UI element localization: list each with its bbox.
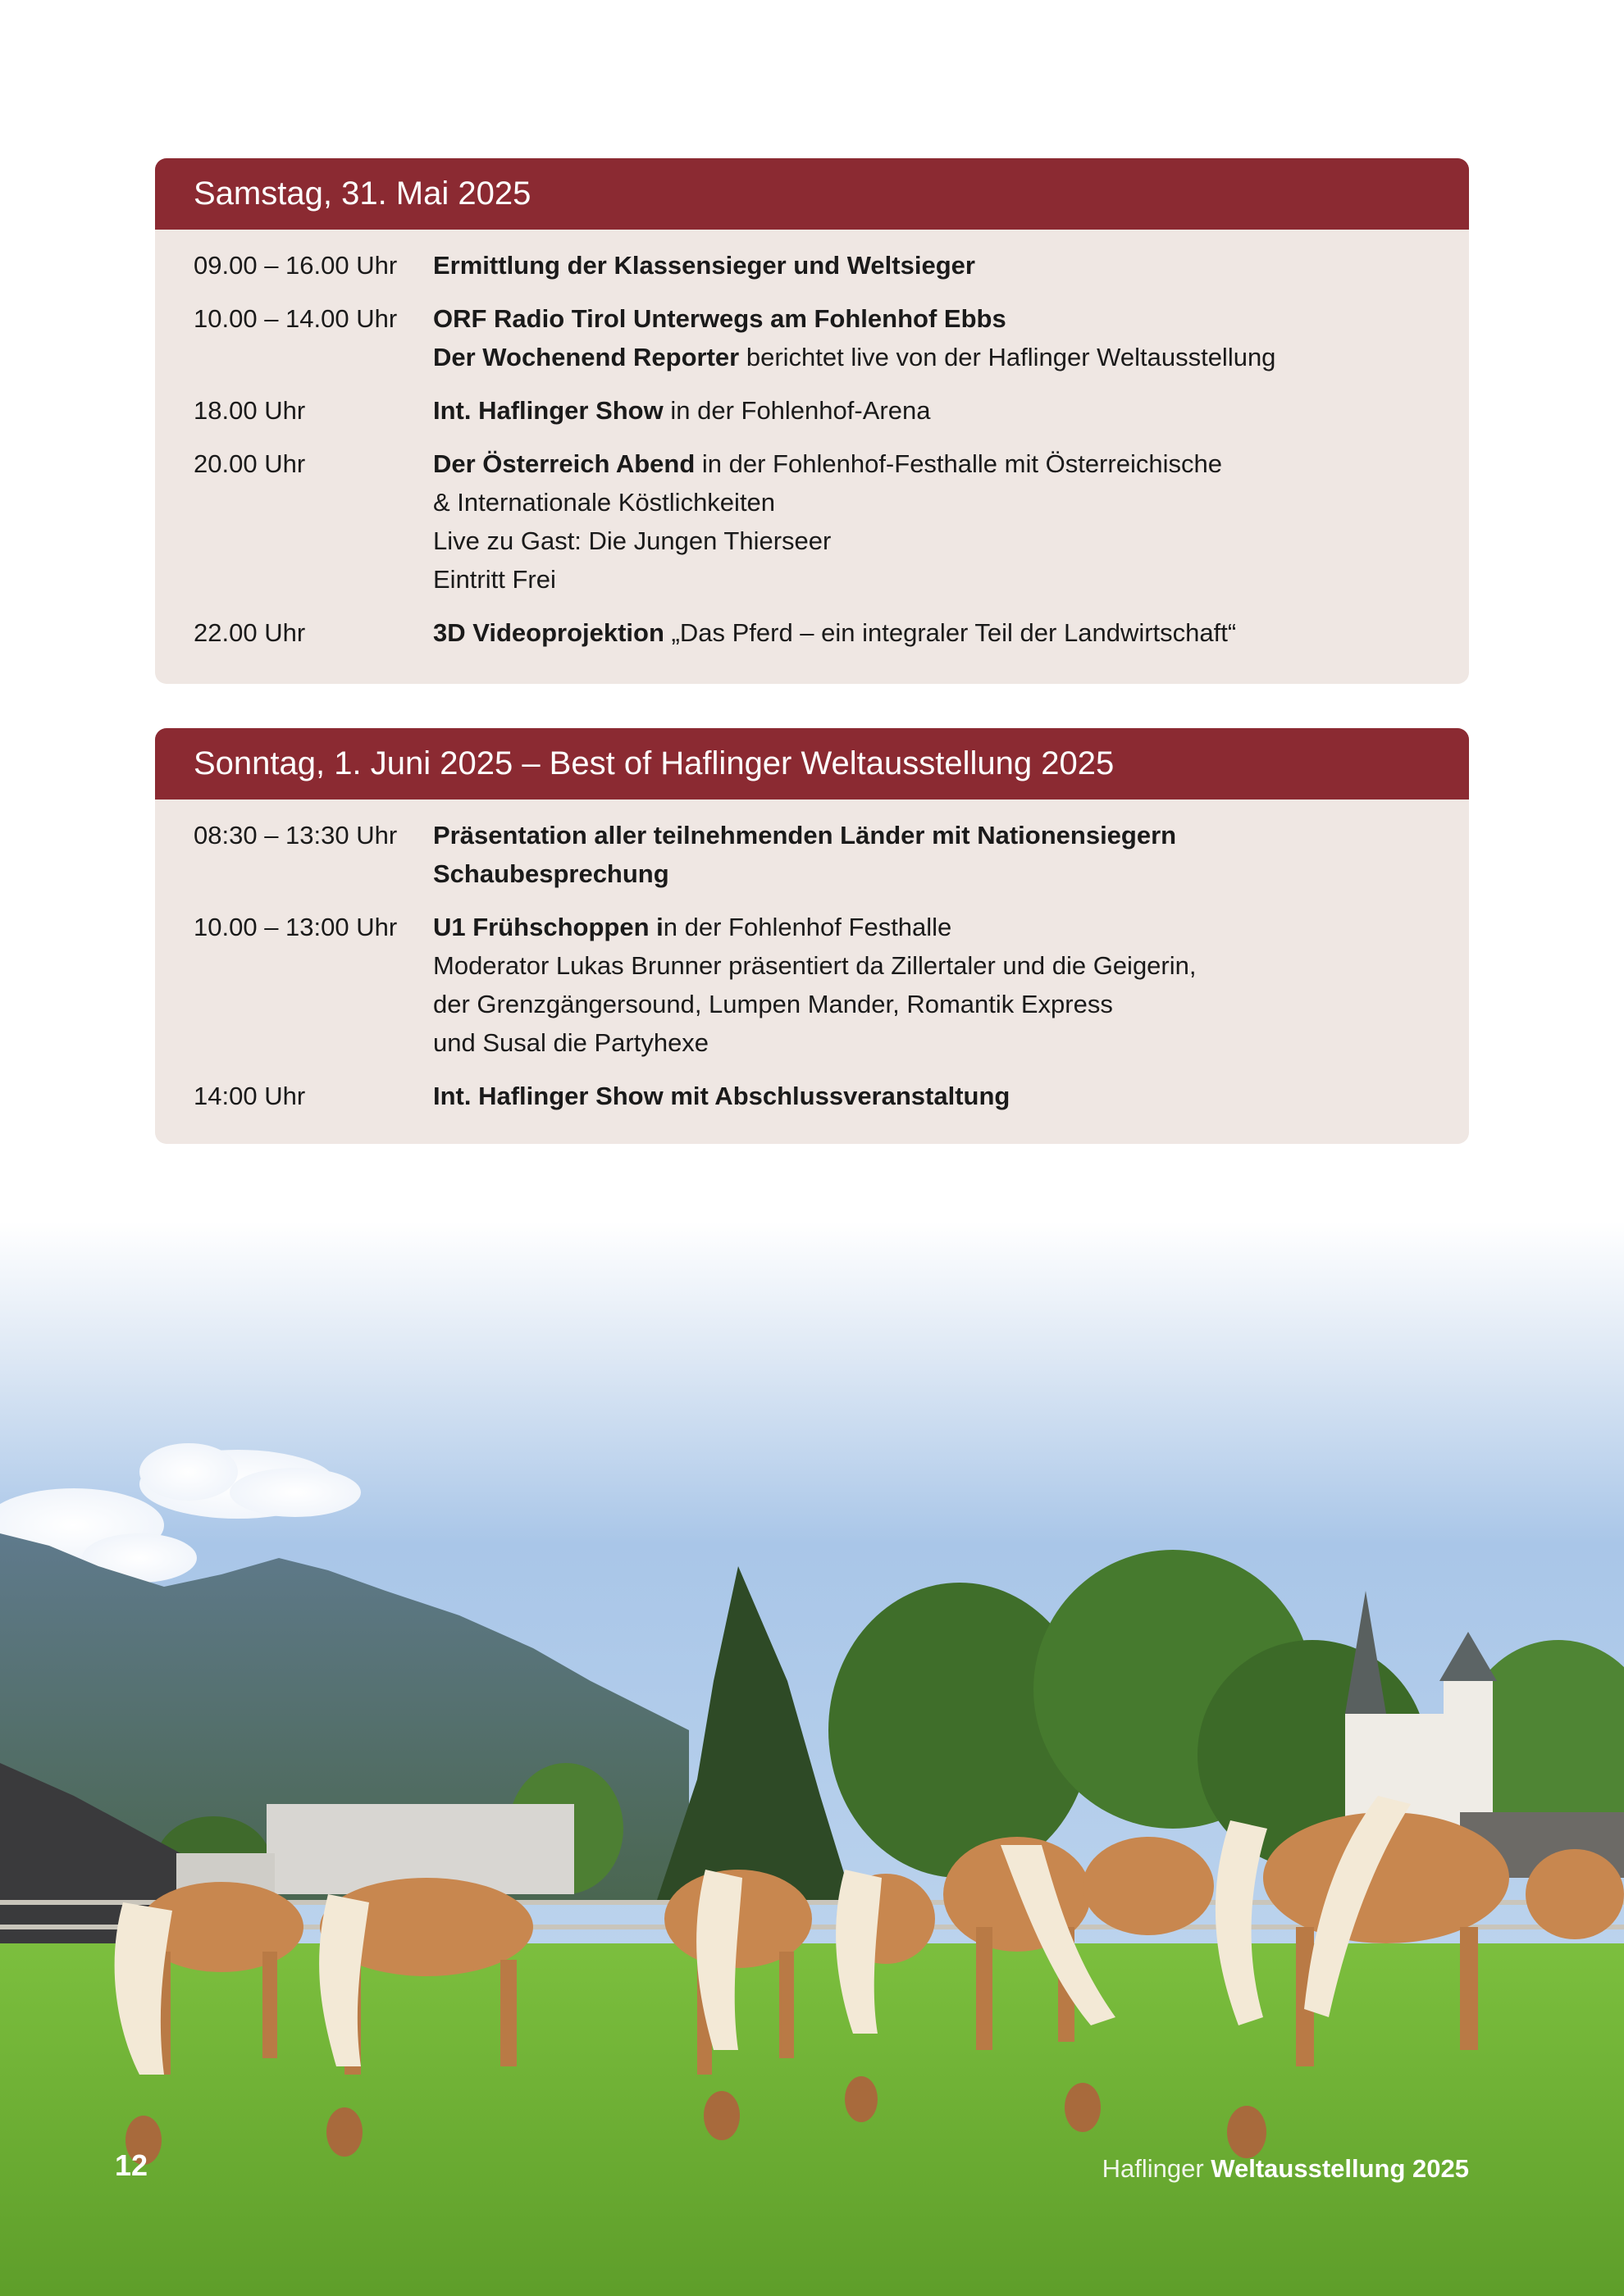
schedule-row — [155, 816, 1469, 893]
event-detail: der Grenzgängersound, Lumpen Mander, Romantik Express — [433, 990, 1113, 1018]
schedule-row — [155, 299, 1469, 376]
schedule-row — [155, 444, 1469, 599]
schedule-row — [155, 613, 1469, 652]
saturday-heading: Samstag, 31. Mai 2025 — [155, 158, 1469, 230]
event-detail: n der Fohlenhof Festhalle — [663, 913, 952, 941]
event-detail: „Das Pferd – ein integraler Teil der Landwirtschaft“ — [664, 618, 1237, 647]
event-time: 09.00 – 16.00 Uhr — [194, 251, 398, 280]
event-detail: Live zu Gast: Die Jungen Thierseer — [433, 526, 832, 555]
event-description — [433, 299, 1469, 376]
schedule-sunday — [155, 728, 1469, 1144]
event-detail: Moderator Lukas Brunner präsentiert da Zillertaler und die Geigerin, — [433, 951, 1197, 980]
event-detail: Eintritt Frei — [433, 565, 556, 594]
page-number: 12 — [115, 2148, 148, 2182]
event-time: 10.00 – 14.00 Uhr — [194, 304, 398, 333]
event-time: 08:30 – 13:30 Uhr — [194, 821, 398, 850]
event-title: ORF Radio Tirol Unterwegs am Fohlenhof Ebbs — [433, 304, 1006, 333]
event-title: Int. Haflinger Show — [433, 396, 664, 425]
sunday-heading: Sonntag, 1. Juni 2025 – Best of Haflinger Weltausstellung 2025 — [155, 728, 1469, 800]
event-title: 3D Videoprojektion — [433, 618, 664, 647]
event-title: Der Österreich Abend — [433, 449, 696, 478]
event-detail: in der Fohlenhof-Arena — [663, 396, 931, 425]
event-title: Int. Haflinger Show mit Abschlussveranstaltung — [433, 1082, 1010, 1110]
event-subtitle: Schaubesprechung — [433, 859, 669, 888]
event-time: 14:00 Uhr — [194, 1082, 306, 1110]
brand-bold: Weltausstellung 2025 — [1211, 2154, 1469, 2183]
event-detail: berichtet live von der Haflinger Weltausstellung — [739, 343, 1276, 371]
event-description — [433, 613, 1469, 652]
schedule-row — [155, 246, 1469, 285]
event-subtitle: Der Wochenend Reporter — [433, 343, 740, 371]
event-title: Präsentation aller teilnehmenden Länder mit Nationensiegern — [433, 821, 1177, 850]
event-title: Ermittlung der Klassensieger und Weltsieger — [433, 251, 975, 280]
event-time: 18.00 Uhr — [194, 396, 306, 425]
event-detail: und Susal die Partyhexe — [433, 1028, 709, 1057]
event-description — [433, 444, 1469, 599]
event-detail: in der Fohlenhof-Festhalle mit Österreichische — [695, 449, 1222, 478]
schedule-saturday — [155, 158, 1469, 684]
event-description — [433, 1077, 1469, 1115]
brand-light: Haflinger — [1102, 2154, 1204, 2183]
event-description — [433, 908, 1469, 1062]
event-time: 20.00 Uhr — [194, 449, 306, 478]
event-description — [433, 816, 1469, 893]
schedule-row — [155, 391, 1469, 430]
haflinger-horses-pasture-photo — [0, 1222, 1624, 2296]
event-detail: & Internationale Köstlichkeiten — [433, 488, 776, 517]
schedule-row — [155, 908, 1469, 1062]
schedule-row — [155, 1077, 1469, 1115]
event-time: 10.00 – 13:00 Uhr — [194, 913, 398, 941]
event-time: 22.00 Uhr — [194, 618, 306, 647]
event-description — [433, 246, 1469, 285]
footer-brand — [1102, 2154, 1469, 2184]
event-description — [433, 391, 1469, 430]
event-title: U1 Frühschoppen i — [433, 913, 664, 941]
